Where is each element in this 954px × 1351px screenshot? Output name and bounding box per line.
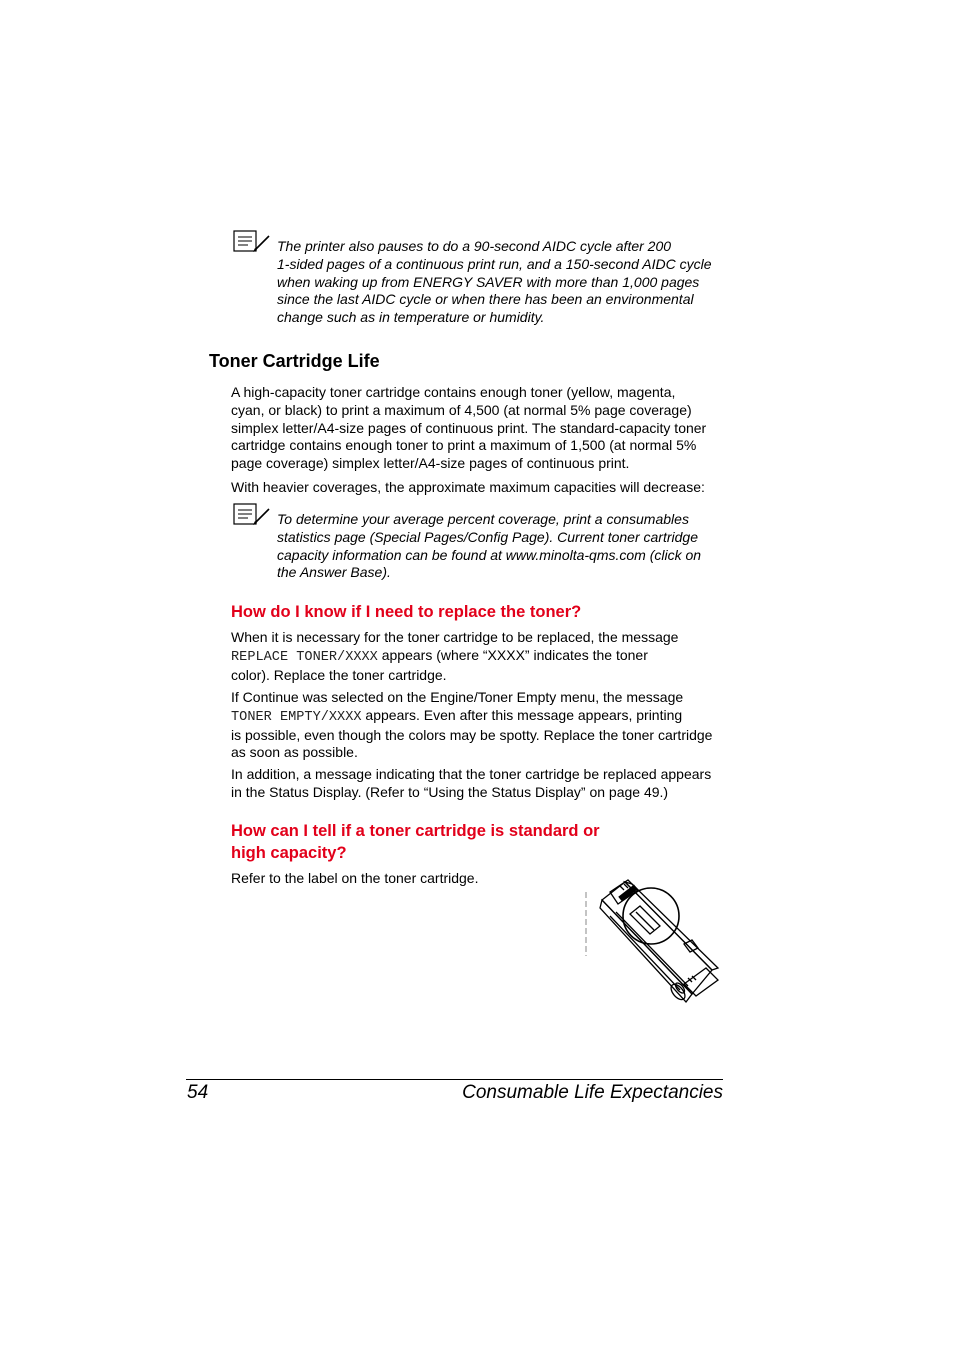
note-line: the Answer Base). xyxy=(277,564,391,581)
subsection-title: How do I know if I need to replace the toner? xyxy=(231,603,582,621)
message-code: REPLACE TONER/XXXX xyxy=(231,649,378,665)
text-line: A high-capacity toner cartridge contains enough toner (yellow, magenta, xyxy=(231,384,676,400)
text-line: cyan, or black) to print a maximum of 4,500 (at normal 5% page coverage) xyxy=(231,401,692,418)
paragraph xyxy=(231,629,731,684)
text-line: In addition, a message indicating that the toner cartridge be replaced appears xyxy=(231,766,712,782)
note-line: capacity information can be found at www.minolta-qms.com (click on xyxy=(277,546,702,563)
paragraph xyxy=(231,384,731,473)
note-line: change such as in temperature or humidity. xyxy=(277,309,545,326)
title-line: How can I tell if a toner cartridge is standard or xyxy=(231,822,600,840)
note-line: when waking up from ENERGY SAVER with more than 1,000 pages xyxy=(277,273,700,290)
note-line: since the last AIDC cycle or when there has been an environmental xyxy=(277,291,694,308)
paragraph: Refer to the label on the toner cartridge. xyxy=(231,870,479,886)
text-line: page coverage) simplex letter/A4-size pages of continuous print. xyxy=(231,455,630,472)
page-number: 54 xyxy=(187,1082,209,1103)
chapter-title: Consumable Life Expectancies xyxy=(462,1082,723,1103)
text-line: simplex letter/A4-size pages of continuous print. The standard-capacity toner xyxy=(231,419,707,436)
text-line: color). Replace the toner cartridge. xyxy=(231,666,447,683)
toner-cartridge-illustration xyxy=(580,872,725,1012)
text-span: appears. Even after this message appears, printing xyxy=(361,706,683,723)
text-line: When it is necessary for the toner cartridge to be replaced, the message xyxy=(231,629,679,645)
text-line xyxy=(231,707,731,727)
text-line: as soon as possible. xyxy=(231,744,358,761)
text-line xyxy=(231,647,731,667)
paragraph xyxy=(231,766,731,802)
text-line: in the Status Display. (Refer to “Using the Status Display” on page 49.) xyxy=(231,783,669,800)
title-line: high capacity? xyxy=(231,843,347,862)
note-text xyxy=(277,238,727,327)
text-line: If Continue was selected on the Engine/Toner Empty menu, the message xyxy=(231,689,684,705)
note-pencil-icon xyxy=(233,503,271,527)
paragraph: With heavier coverages, the approximate maximum capacities will decrease: xyxy=(231,479,705,495)
footer-rule xyxy=(186,1079,723,1080)
note-text xyxy=(277,511,727,582)
note-line: To determine your average percent coverage, print a consumables xyxy=(277,511,689,527)
subsection-title xyxy=(231,821,600,864)
text-span: appears (where “XXXX” indicates the toner xyxy=(377,646,648,663)
section-title: Toner Cartridge Life xyxy=(209,351,380,371)
message-code: TONER EMPTY/XXXX xyxy=(231,709,362,725)
note-line: statistics page (Special Pages/Config Page). Current toner cartridge xyxy=(277,528,698,545)
text-line: cartridge contains enough toner to print a maximum of 1,500 (at normal 5% xyxy=(231,437,697,454)
note-pencil-icon xyxy=(233,230,271,254)
text-line: is possible, even though the colors may be spotty. Replace the toner cartridge xyxy=(231,726,713,743)
paragraph xyxy=(231,689,731,762)
note-line: The printer also pauses to do a 90-second AIDC cycle after 200 xyxy=(277,238,672,254)
note-line: 1-sided pages of a continuous print run, and a 150-second AIDC cycle xyxy=(277,255,712,272)
